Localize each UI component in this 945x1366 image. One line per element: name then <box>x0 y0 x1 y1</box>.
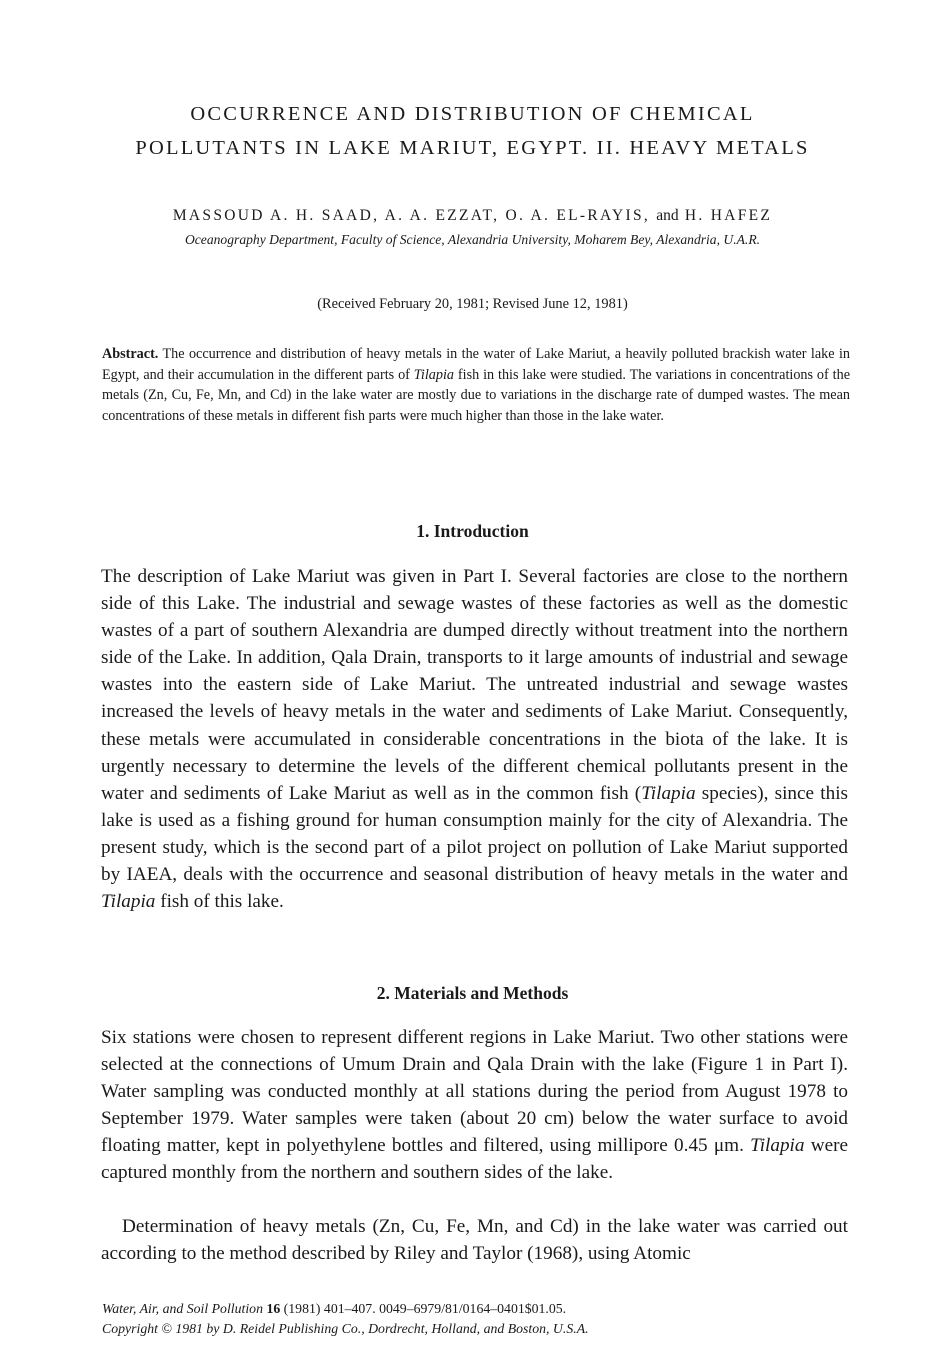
author-names: MASSOUD A. H. SAAD, A. A. EZZAT, O. A. EL-RAYIS, <box>172 207 651 224</box>
copyright-line: Copyright © 1981 by D. Reidel Publishing Co., Dordrecht, Holland, and Boston, U.S.A. <box>102 1321 589 1336</box>
author-list <box>60 207 885 225</box>
intro-species-2: Tilapia <box>101 891 156 913</box>
section-heading-methods: 2. Materials and Methods <box>376 983 569 1003</box>
author-last: H. HAFEZ <box>684 207 773 224</box>
introduction-paragraph <box>101 563 848 915</box>
methods-paragraph-2: Determination of heavy metals (Zn, Cu, Fe, Mn, and Cd) in the lake water was carried out according to the method described by Riley and Taylor (1968), using Atomic <box>101 1216 848 1265</box>
citation-footer <box>102 1299 862 1339</box>
journal-volume: 16 <box>266 1301 281 1316</box>
author-affiliation: Oceanography Department, Faculty of Science, Alexandria University, Moharem Bey, Alexandria, U.A.R. <box>184 232 761 247</box>
paper-title <box>60 97 885 165</box>
abstract-label: Abstract. <box>102 346 159 362</box>
methods-text-2: were captured monthly from the northern and southern sides of the lake. <box>101 1135 848 1184</box>
abstract-text-2: fish in this lake were studied. The variations in concentrations of the metals (Zn, Cu, Fe, Mn, and Cd) in the lake water are mostly due to variations in the discharge rate of dumped wastes. The mean concentrations of these metals in different fish parts were much higher than those in the lake water. <box>102 366 850 424</box>
intro-text-3: fish of this lake. <box>155 891 284 913</box>
title-line-1: OCCURRENCE AND DISTRIBUTION OF CHEMICAL <box>190 103 755 125</box>
title-line-2: POLLUTANTS IN LAKE MARIUT, EGYPT. II. HEAVY METALS <box>135 137 810 159</box>
citation-details: (1981) 401–407. 0049–6979/81/0164–0401$01.05. <box>280 1301 567 1316</box>
methods-paragraph-1 <box>101 1024 848 1187</box>
intro-text-2: species), since this lake is used as a fishing ground for human consumption mainly for the city of Alexandria. The present study, which is the second part of a pilot project on pollution of Lake Mariut supported by IAEA, deals with the occurrence and seasonal distribution of heavy metals in the water and <box>101 782 848 886</box>
section-heading-introduction: 1. Introduction <box>416 521 529 541</box>
intro-text-1: The description of Lake Mariut was given in Part I. Several factories are close to the northern side of this Lake. The industrial and sewage wastes of these factories as well as the domestic wastes of a part of southern Alexandria are dumped directly without treatment into the northern side of the Lake. In addition, Qala Drain, transports to it large amounts of industrial and sewage wastes into the eastern side of Lake Mariut. The untreated industrial and sewage wastes increased the levels of heavy metals in the water and sediments of Lake Mariut. Consequently, these metals were accumulated in considerable concentrations in the biota of the lake. It is urgently necessary to determine the levels of the different chemical pollutants present in the water and sediments of Lake Mariut as well as in the common fish ( <box>101 566 848 804</box>
methods-text-1: Six stations were chosen to represent different regions in Lake Mariut. Two other stations were selected at the connections of Umum Drain and Qala Drain with the lake (Figure 1 in Part I). Water sampling was conducted monthly at all stations during the period from August 1978 to September 1979. Water samples were taken (about 20 cm) below the water surface to avoid floating matter, kept in polyethylene bottles and filtered, using millipore 0.45 μm. <box>101 1027 848 1157</box>
journal-name: Water, Air, and Soil Pollution <box>102 1301 263 1316</box>
abstract-text-1: The occurrence and distribution of heavy metals in the water of Lake Mariut, a heavily polluted brackish water lake in Egypt, and their accumulation in the different parts of <box>102 346 850 383</box>
abstract-species: Tilapia <box>413 366 454 383</box>
received-dates: (Received February 20, 1981; Revised June 12, 1981) <box>317 296 628 312</box>
abstract <box>102 344 850 426</box>
intro-species-1: Tilapia <box>641 782 696 804</box>
methods-species: Tilapia <box>750 1135 805 1157</box>
author-conjunction: and <box>656 207 679 224</box>
